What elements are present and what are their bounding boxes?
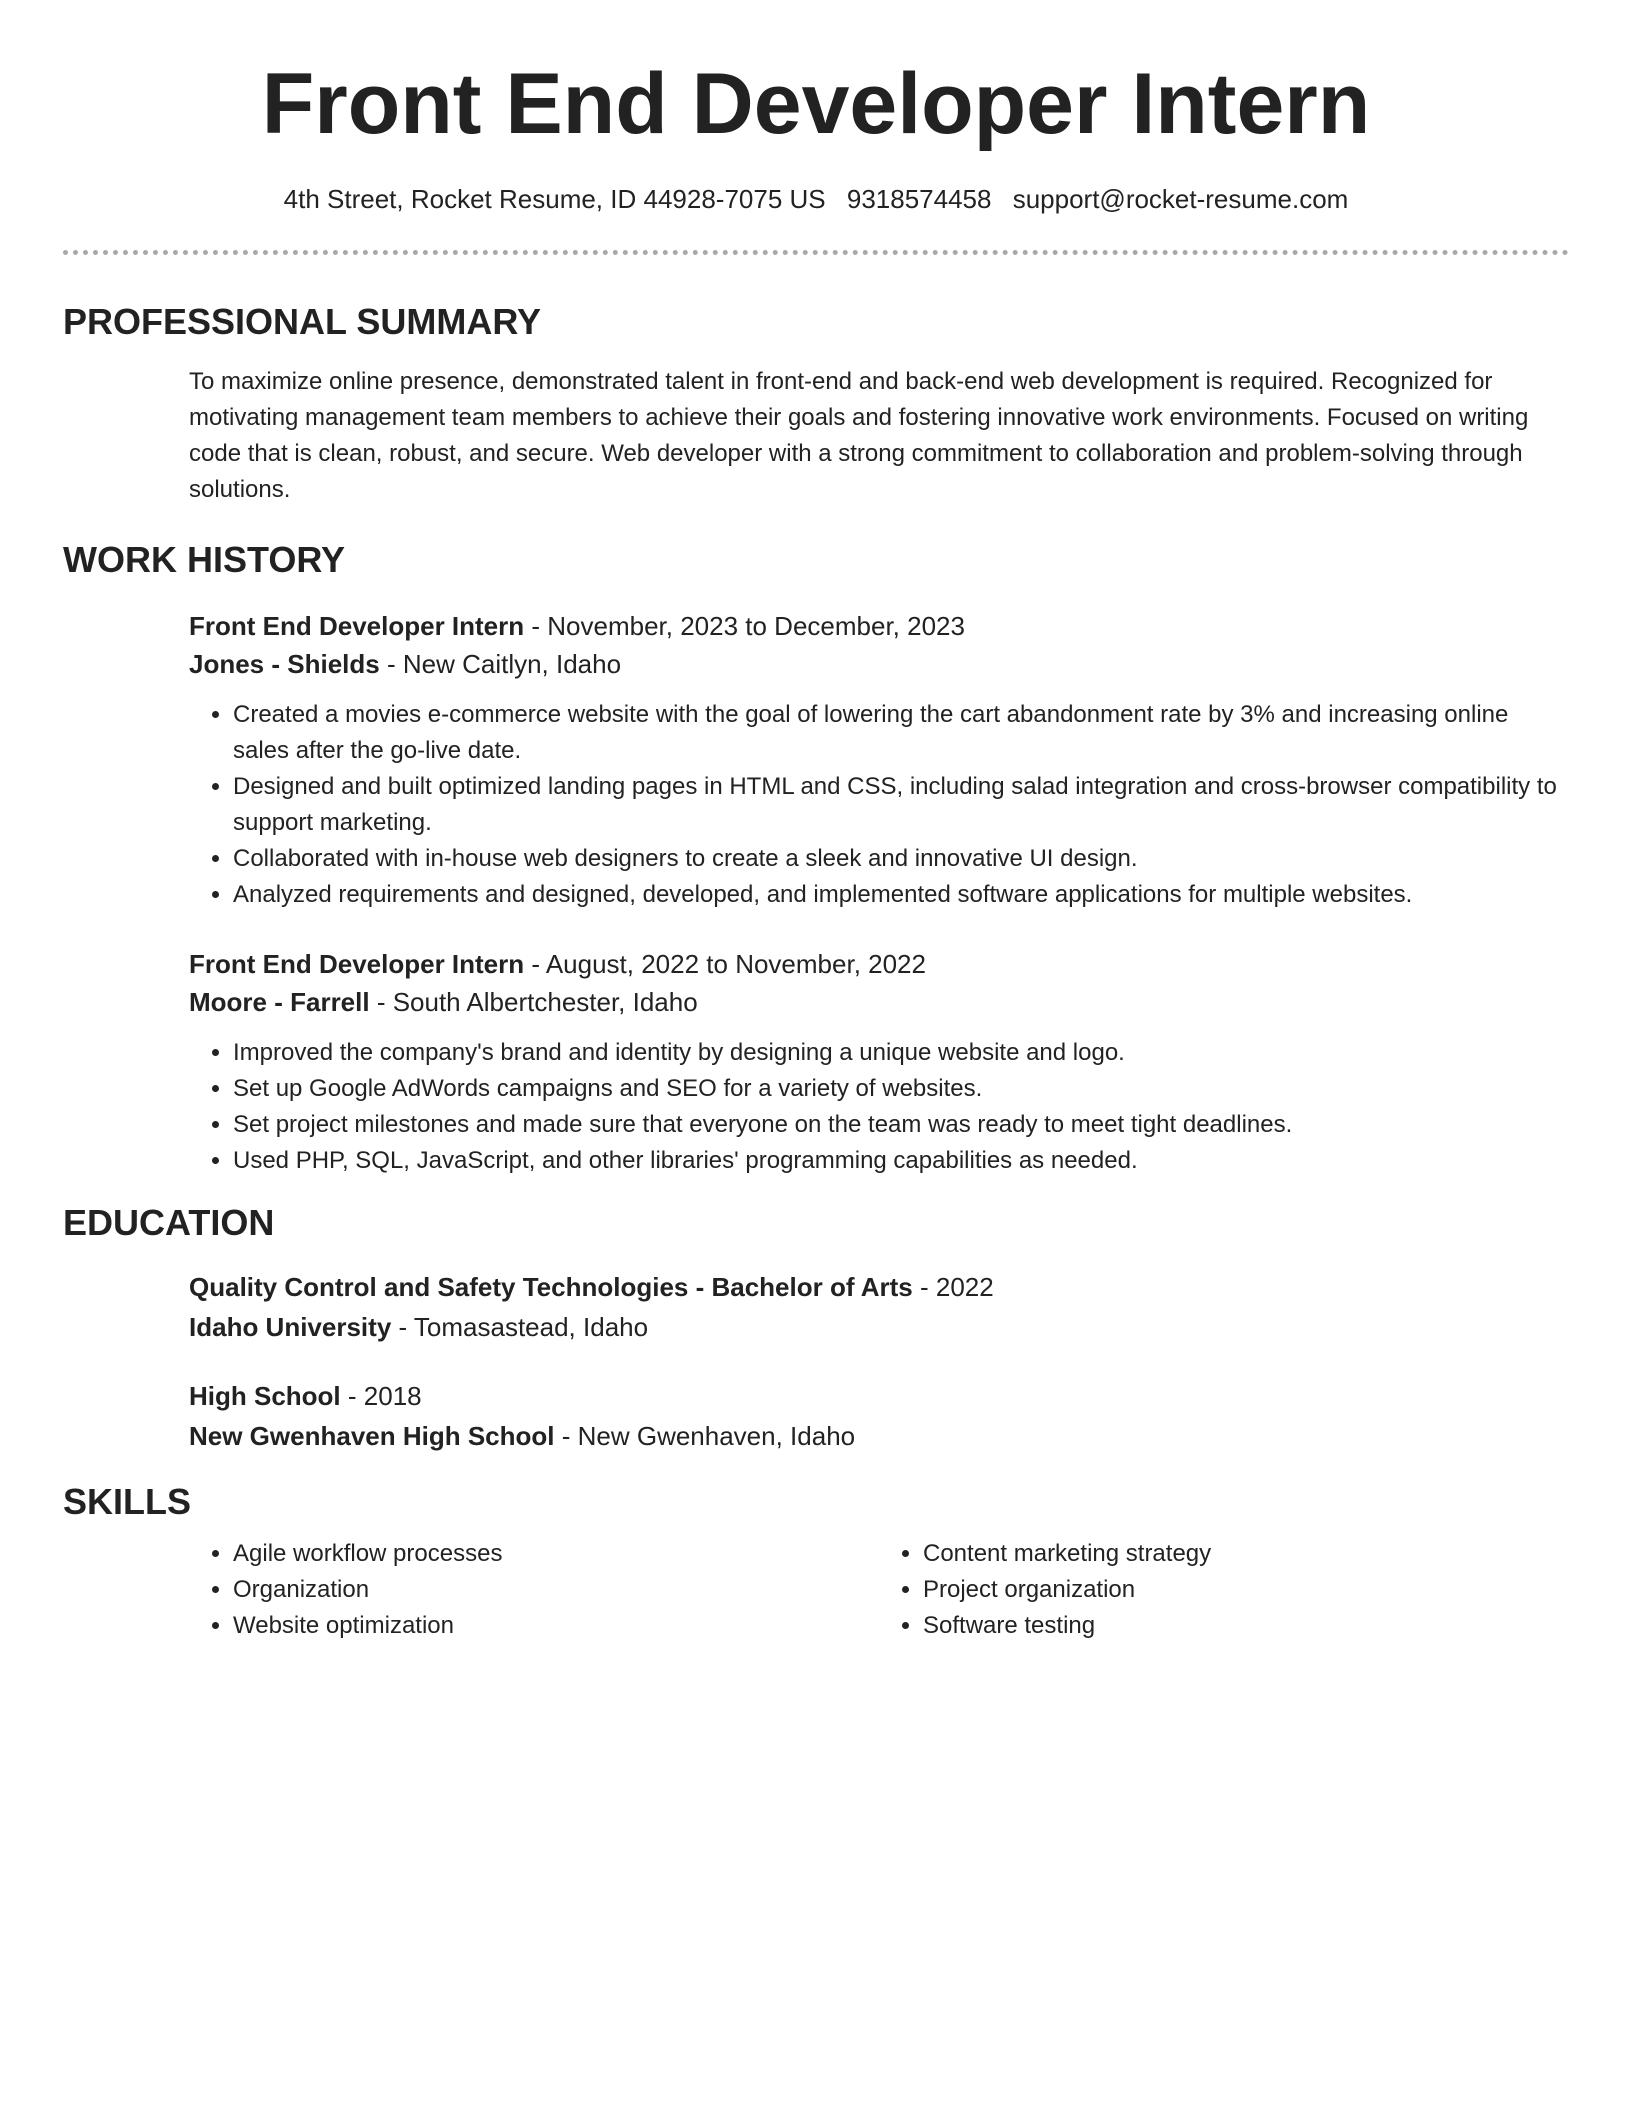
job-dates: - November, 2023 to December, 2023 bbox=[524, 611, 965, 641]
education-degree-line bbox=[189, 1267, 1569, 1307]
education-degree: Quality Control and Safety Technologies - Bachelor of Arts bbox=[189, 1272, 913, 1302]
job-company-line bbox=[189, 983, 1569, 1021]
education-entry bbox=[189, 1267, 1569, 1347]
contact-address: 4th Street, Rocket Resume, ID 44928-7075 US bbox=[283, 184, 826, 214]
job-location: - South Albertchester, Idaho bbox=[369, 987, 698, 1017]
skill-item: • Content marketing strategy bbox=[923, 1536, 1569, 1572]
skill-item: • Software testing bbox=[923, 1608, 1569, 1644]
contact-phone[interactable]: 9318574458 bbox=[846, 184, 992, 214]
job-bullets bbox=[189, 1035, 1569, 1179]
education-school: Idaho University bbox=[189, 1312, 392, 1342]
job-bullet: • Collaborated with in-house web designers to create a sleek and innovative UI design. bbox=[233, 841, 1569, 877]
job-company: Moore - Farrell bbox=[189, 987, 370, 1017]
skills-list bbox=[189, 1536, 1569, 1644]
job-bullet: • Set up Google AdWords campaigns and SEO for a variety of websites. bbox=[233, 1071, 1569, 1107]
contact-line bbox=[63, 182, 1569, 216]
education-year: - 2022 bbox=[912, 1272, 994, 1302]
job-entry bbox=[189, 945, 1569, 1179]
job-bullet: • Created a movies e-commerce website with the goal of lowering the cart abandonment rate by 3% and increasing online sales after the go-live date. bbox=[233, 697, 1569, 769]
job-title-line bbox=[189, 945, 1569, 983]
skill-item: • Website optimization bbox=[233, 1608, 879, 1644]
job-title: Front End Developer Intern bbox=[189, 611, 525, 641]
job-dates: - August, 2022 to November, 2022 bbox=[524, 949, 926, 979]
education-location: - New Gwenhaven, Idaho bbox=[554, 1421, 856, 1451]
education-degree: High School bbox=[189, 1381, 341, 1411]
job-bullet: • Improved the company's brand and identity by designing a unique website and logo. bbox=[233, 1035, 1569, 1071]
skills-column-right bbox=[879, 1536, 1569, 1644]
job-title-line bbox=[189, 607, 1569, 645]
job-bullet: • Set project milestones and made sure that everyone on the team was ready to meet tight deadlines. bbox=[233, 1107, 1569, 1143]
header-divider bbox=[63, 250, 1569, 255]
job-company: Jones - Shields bbox=[189, 649, 380, 679]
summary-heading: PROFESSIONAL SUMMARY bbox=[63, 301, 542, 342]
education-school-line bbox=[189, 1307, 1569, 1347]
skills-heading: SKILLS bbox=[63, 1481, 192, 1522]
education-entry bbox=[189, 1376, 1569, 1456]
job-company-line bbox=[189, 645, 1569, 683]
summary-section bbox=[189, 364, 1569, 508]
contact-email[interactable]: support@rocket-resume.com bbox=[1012, 184, 1349, 214]
job-title: Front End Developer Intern bbox=[189, 949, 525, 979]
education-year: - 2018 bbox=[340, 1381, 422, 1411]
skills-column-left bbox=[189, 1536, 879, 1644]
education-location: - Tomasastead, Idaho bbox=[391, 1312, 649, 1342]
education-school: New Gwenhaven High School bbox=[189, 1421, 555, 1451]
education-heading: EDUCATION bbox=[63, 1202, 275, 1243]
job-bullet: • Analyzed requirements and designed, developed, and implemented software applications for multiple websites. bbox=[233, 877, 1569, 913]
job-location: - New Caitlyn, Idaho bbox=[379, 649, 622, 679]
job-bullets bbox=[189, 697, 1569, 913]
job-entry bbox=[189, 607, 1569, 913]
skill-item: • Organization bbox=[233, 1572, 879, 1608]
education-degree-line bbox=[189, 1376, 1569, 1416]
work-history-heading: WORK HISTORY bbox=[63, 539, 346, 580]
resume-title: Front End Developer Intern bbox=[261, 56, 1371, 152]
summary-text: To maximize online presence, demonstrated talent in front-end and back-end web development is required. Recognized for motivating management team members to achieve their goals and fostering innovative work environments. Focused on writing code that is clean, robust, and secure. Web developer with a strong commitment to collaboration and problem-solving through solutions. bbox=[189, 368, 1529, 503]
skill-item: • Agile workflow processes bbox=[233, 1536, 879, 1572]
education-school-line bbox=[189, 1416, 1569, 1456]
job-bullet: • Used PHP, SQL, JavaScript, and other libraries' programming capabilities as needed. bbox=[233, 1143, 1569, 1179]
skill-item: • Project organization bbox=[923, 1572, 1569, 1608]
job-bullet: • Designed and built optimized landing pages in HTML and CSS, including salad integration and cross-browser compatibility to support marketing. bbox=[233, 769, 1569, 841]
